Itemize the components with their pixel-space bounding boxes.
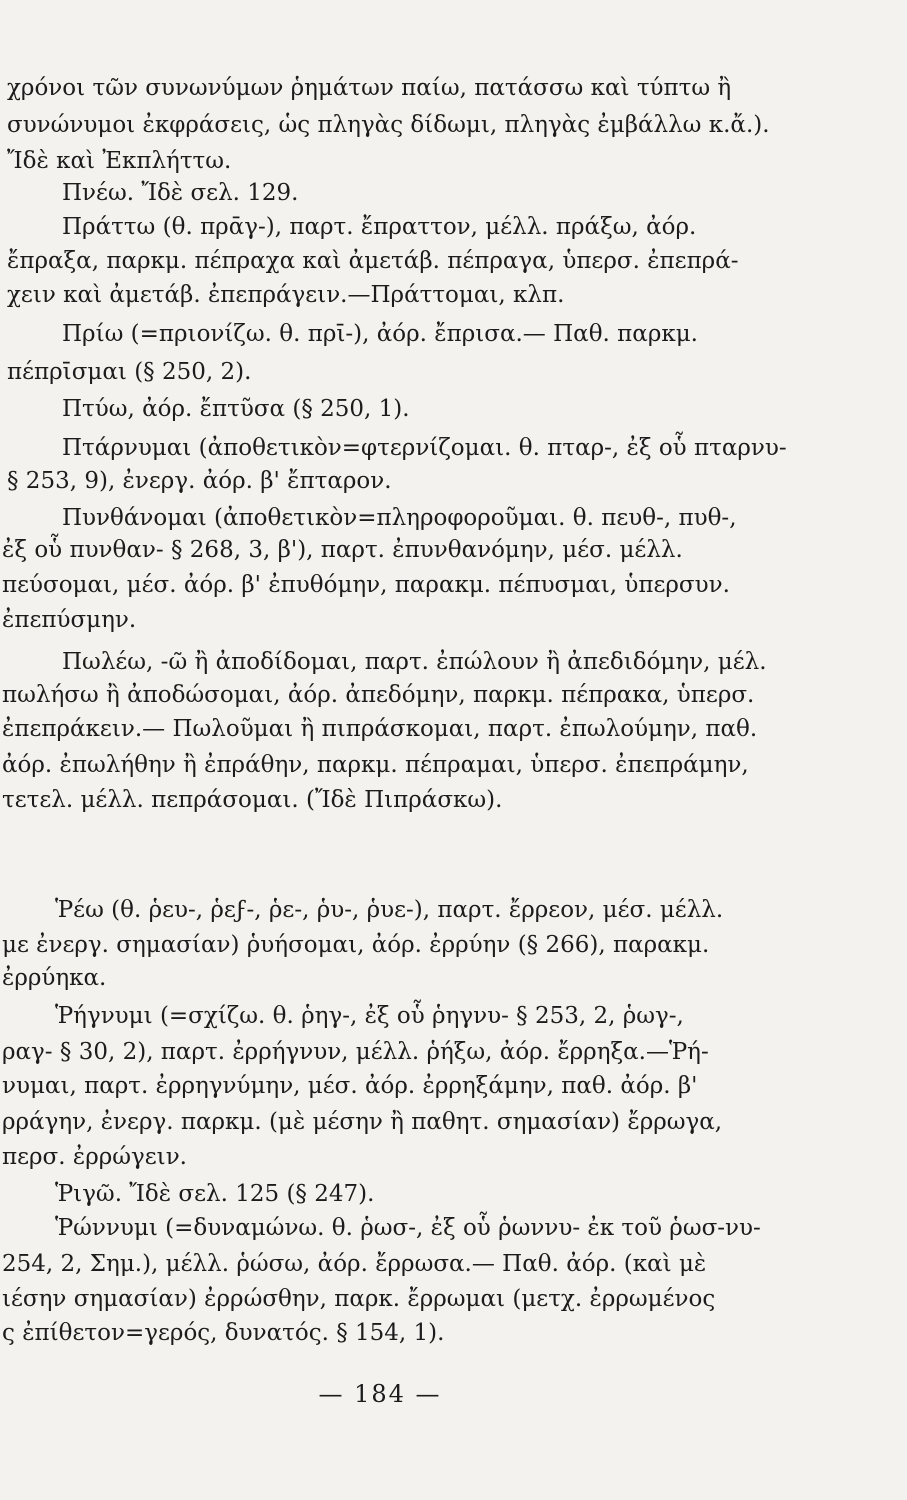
text-line: ἐξ οὗ πυνθαν- § 268, 3, β'), παρτ. ἐπυνθανόμην, μέσ. μέλλ. <box>2 537 683 563</box>
text-line: Πρίω (=πριονίζω. θ. πρῑ-), ἀόρ. ἔπρισα.— Παθ. παρκμ. <box>62 321 698 347</box>
text-line: Πυνθάνομαι (ἀποθετικὸν=πληροφοροῦμαι. θ. πευθ-, πυθ-, <box>62 505 737 531</box>
text-line: § 253, 9), ἐνεργ. ἀόρ. β' ἔπταρον. <box>7 468 392 494</box>
text-line: πωλήσω ἢ ἀποδώσομαι, ἀόρ. ἀπεδόμην, παρκμ. πέπρακα, ὑπερσ. <box>2 682 755 708</box>
text-line: ραγ- § 30, 2), παρτ. ἐρρήγνυν, μέλλ. ῥήξω, ἀόρ. ἔρρηξα.—Ῥή- <box>2 1039 709 1065</box>
text-line: ἐρρύηκα. <box>2 965 107 991</box>
text-line: Πτύω, ἀόρ. ἔπτῦσα (§ 250, 1). <box>62 396 410 422</box>
text-line: Ἴδὲ καὶ Ἐκπλήττω. <box>7 148 232 174</box>
page-number: — 184 — <box>318 1380 442 1408</box>
text-line: τετελ. μέλλ. πεπράσομαι. (Ἴδὲ Πιπράσκω). <box>2 787 503 813</box>
text-line: Ῥέω (θ. ῥευ-, ῥεϝ-, ῥε-, ῥυ-, ῥυε-), παρτ. ἔρρεον, μέσ. μέλλ. <box>55 897 724 923</box>
text-line: 254, 2, Σημ.), μέλλ. ῥώσω, ἀόρ. ἔρρωσα.— Παθ. ἀόρ. (καὶ μὲ <box>2 1251 707 1277</box>
text-line: Πτάρνυμαι (ἀποθετικὸν=φτερνίζομαι. θ. πταρ-, ἐξ οὗ πταρνυ- <box>62 435 787 461</box>
text-line: ς ἐπίθετον=γερός, δυνατός. § 154, 1). <box>2 1320 445 1346</box>
text-line: νυμαι, παρτ. ἐρρηγνύμην, μέσ. ἀόρ. ἐρρηξάμην, παθ. ἀόρ. β' <box>2 1073 698 1099</box>
text-line: χειν καὶ ἀμετάβ. ἐπεπράγειν.—Πράττομαι, κλπ. <box>7 282 565 308</box>
text-line: πεύσομαι, μέσ. ἀόρ. β' ἐπυθόμην, παρακμ. πέπυσμαι, ὑπερσυν. <box>2 572 730 598</box>
text-line: χρόνοι τῶν συνωνύμων ῥημάτων παίω, πατάσσω καὶ τύπτω ἢ <box>7 75 732 101</box>
text-line: ιέσην σημασίαν) ἐρρώσθην, παρκ. ἔρρωμαι (μετχ. ἐρρωμένος <box>2 1286 716 1312</box>
text-line: πέπρῑσμαι (§ 250, 2). <box>7 359 252 385</box>
text-line: συνώνυμοι ἐκφράσεις, ὡς πληγὰς δίδωμι, πληγὰς ἐμβάλλω κ.ἄ.). <box>7 112 770 138</box>
text-line: Πωλέω, -ῶ ἢ ἀποδίδομαι, παρτ. ἐπώλουν ἢ ἀπεδιδόμην, μέλ. <box>62 649 767 675</box>
text-line: ἔπραξα, παρκμ. πέπραχα καὶ ἀμετάβ. πέπραγα, ὑπερσ. ἐπεπρά- <box>7 248 739 274</box>
text-line: με ἐνεργ. σημασίαν) ῥυήσομαι, ἀόρ. ἐρρύην (§ 266), παρακμ. <box>2 932 710 958</box>
text-line: ἐπεπράκειν.— Πωλοῦμαι ἢ πιπράσκομαι, παρτ. ἐπωλούμην, παθ. <box>2 716 758 742</box>
text-line: Ῥώννυμι (=δυναμώνω. θ. ῥωσ-, ἐξ οὗ ῥωννυ- ἐκ τοῦ ῥωσ-νυ- <box>55 1215 761 1241</box>
text-line: περσ. ἐρρώγειν. <box>2 1144 187 1170</box>
text-line: Ῥήγνυμι (=σχίζω. θ. ῥηγ-, ἐξ οὗ ῥηγνυ- § 253, 2, ῥωγ-, <box>55 1003 684 1029</box>
text-line: Ῥιγῶ. Ἴδὲ σελ. 125 (§ 247). <box>55 1181 375 1207</box>
text-line: Πνέω. Ἴδὲ σελ. 129. <box>62 180 299 206</box>
text-line: ρράγην, ἐνεργ. παρκμ. (μὲ μέσην ἢ παθητ. σημασίαν) ἔρρωγα, <box>2 1109 723 1135</box>
text-line: ἀόρ. ἐπωλήθην ἢ ἐπράθην, παρκμ. πέπραμαι, ὑπερσ. ἐπεπράμην, <box>2 752 749 778</box>
text-line: ἐπεπύσμην. <box>2 607 137 633</box>
text-line: Πράττω (θ. πρᾱγ-), παρτ. ἔπραττον, μέλλ. πράξω, ἀόρ. <box>62 214 697 240</box>
